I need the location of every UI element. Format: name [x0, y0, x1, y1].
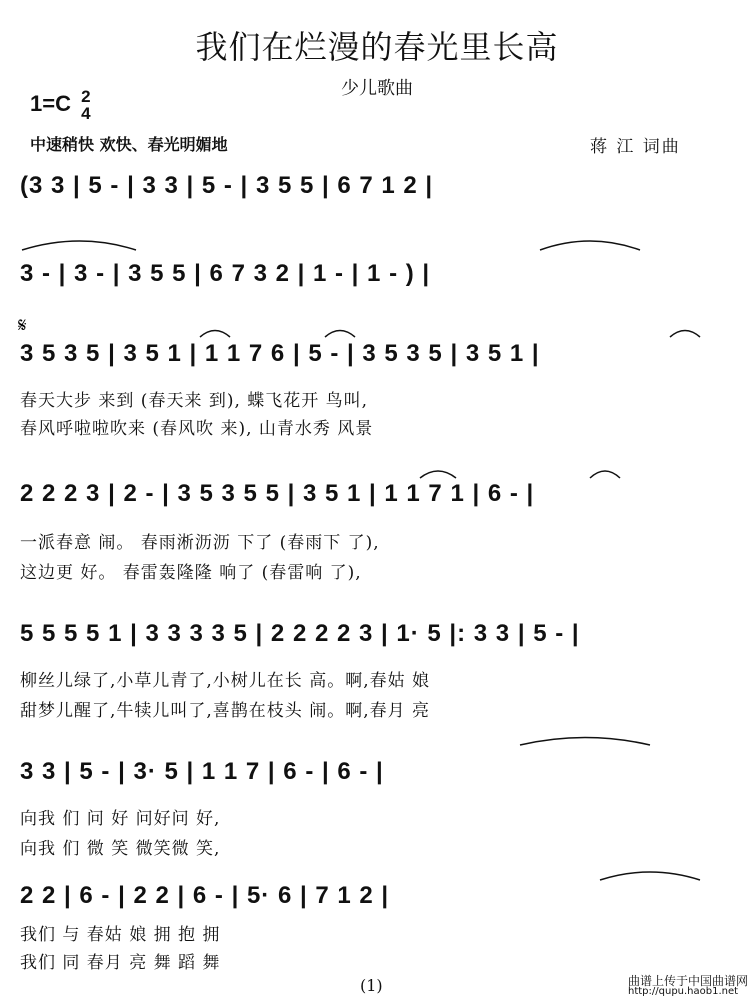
lyric-row-5-verse-2: 甜梦儿醒了,牛犊儿叫了,喜鹊在枝头 闹。啊,春月 亮	[20, 701, 431, 721]
song-subtitle: 少儿歌曲	[341, 78, 413, 99]
lyric-row-7-verse-2: 我们 同 春月 亮 舞 蹈 舞	[20, 953, 221, 973]
notation-row-5: 5 5 5 5 1 | 3 3 3 3 5 | 2 2 2 2 3 | 1· 5 |: 3 3 | 5 - |	[20, 620, 580, 647]
lyric-row-3-verse-2: 春风呼啦啦吹来 (春风吹 来), 山青水秀 风景	[20, 419, 374, 439]
lyric-row-5-verse-1: 柳丝儿绿了,小草儿青了,小树儿在长 高。啊,春姑 娘	[20, 671, 431, 691]
notation-row-7: 2 2 | 6 - | 2 2 | 6 - | 5· 6 | 7 1 2 |	[20, 882, 390, 909]
lyric-row-6-verse-1: 向我 们 问 好 问好问 好,	[20, 809, 221, 829]
lyric-row-6-verse-2: 向我 们 微 笑 微笑微 笑,	[20, 839, 221, 859]
lyric-row-4-verse-2: 这边更 好。 春雷轰隆隆 响了 (春雷响 了),	[20, 563, 362, 583]
watermark-line-1: 曲谱上传于中国曲谱网	[628, 974, 749, 988]
notation-row-4: 2 2 2 3 | 2 - | 3 5 3 5 5 | 3 5 1 | 1 1 7 1 | 6 - |	[20, 480, 535, 507]
lyric-row-7-verse-1: 我们 与 春姑 娘 拥 抱 拥	[20, 925, 221, 945]
watermark-line-2: http://qupu.haob1.net	[628, 986, 739, 997]
time-bottom: 4	[81, 104, 91, 123]
page-number: (1)	[360, 976, 383, 995]
lyric-row-3-verse-1: 春天大步 来到 (春天来 到), 蝶飞花开 鸟叫,	[20, 391, 369, 411]
time-top: 2	[81, 87, 91, 106]
svg-text:𝄋: 𝄋	[18, 313, 27, 337]
song-title: 我们在烂漫的春光里长高	[195, 28, 559, 66]
notation-row-2: 3 - | 3 - | 3 5 5 | 6 7 3 2 | 1 - | 1 - ) |	[20, 260, 431, 287]
notation-row-1: (3 3 | 5 - | 3 3 | 5 - | 3 5 5 | 6 7 1 2 |	[20, 172, 434, 199]
notation-row-3: 3 5 3 5 | 3 5 1 | 1 1 7 6 | 5 - | 3 5 3 5 | 3 5 1 |	[20, 340, 540, 367]
tempo-marking: 中速稍快 欢快、春光明媚地	[30, 135, 228, 154]
key-label: 1=C	[30, 90, 71, 116]
lyric-row-4-verse-1: 一派春意 闹。 春雨淅沥沥 下了 (春雨下 了),	[20, 533, 380, 553]
credit: 蒋 江 词曲	[590, 137, 681, 157]
notation-row-6: 3 3 | 5 - | 3· 5 | 1 1 7 | 6 - | 6 - |	[20, 758, 384, 785]
